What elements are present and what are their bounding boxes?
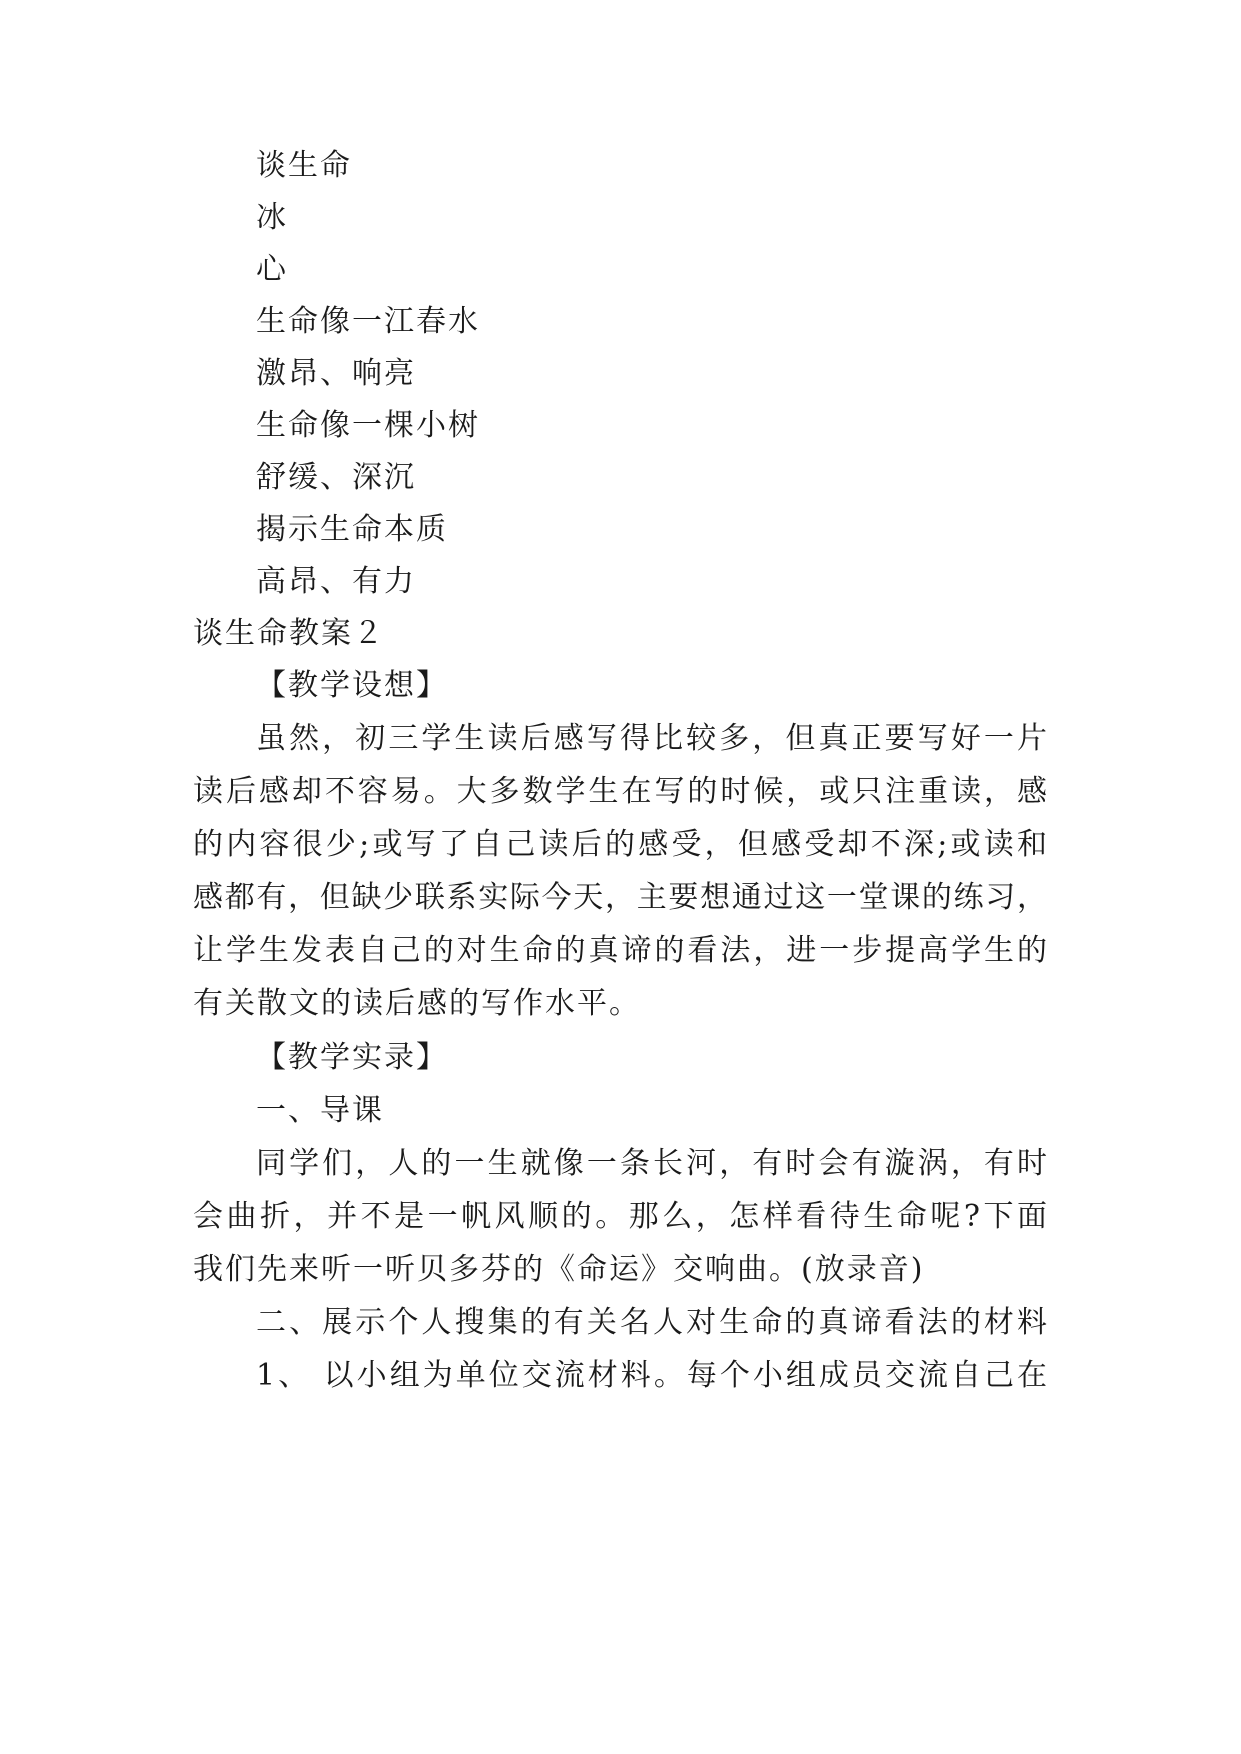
poem-line: 舒缓、深沉 (256, 460, 416, 495)
list-item: 1、 以小组为单位交流材料。每个小组成员交流自己在 (256, 1358, 1047, 1393)
subsection-heading-intro: 一、导课 (256, 1093, 384, 1128)
paragraph-line: 同学们，人的一生就像一条长河，有时会有漩涡，有时 (256, 1146, 1047, 1181)
paragraph-line: 让学生发表自己的对生命的真谛的看法，进一步提高学生的 (193, 933, 1047, 968)
section-heading-teaching-concept: 【教学设想】 (256, 668, 448, 703)
poem-author-line-1: 冰 (256, 200, 288, 235)
lesson-plan-title: 谈生命教案２ (193, 616, 385, 651)
paragraph-line: 的内容很少;或写了自己读后的感受，但感受却不深;或读和 (193, 827, 1047, 862)
paragraph-line: 会曲折，并不是一帆风顺的。那么，怎样看待生命呢?下面 (193, 1199, 1047, 1234)
subsection-heading-materials: 二、展示个人搜集的有关名人对生命的真谛看法的材料 (256, 1305, 1047, 1340)
section-heading-teaching-record: 【教学实录】 (256, 1040, 448, 1075)
poem-line: 揭示生命本质 (256, 512, 448, 547)
poem-line: 高昂、有力 (256, 564, 416, 599)
poem-line: 激昂、响亮 (256, 356, 416, 391)
poem-title: 谈生命 (256, 148, 352, 183)
paragraph-line: 有关散文的读后感的写作水平。 (193, 986, 641, 1021)
poem-line: 生命像一江春水 (256, 304, 480, 339)
poem-author-line-2: 心 (256, 252, 288, 287)
paragraph-line: 感都有，但缺少联系实际今天，主要想通过这一堂课的练习， (193, 880, 1047, 915)
paragraph-line: 虽然，初三学生读后感写得比较多，但真正要写好一片 (256, 721, 1047, 756)
poem-line: 生命像一棵小树 (256, 408, 480, 443)
paragraph-line: 我们先来听一听贝多芬的《命运》交响曲。(放录音) (193, 1252, 925, 1287)
paragraph-line: 读后感却不容易。大多数学生在写的时候，或只注重读，感 (193, 774, 1047, 809)
